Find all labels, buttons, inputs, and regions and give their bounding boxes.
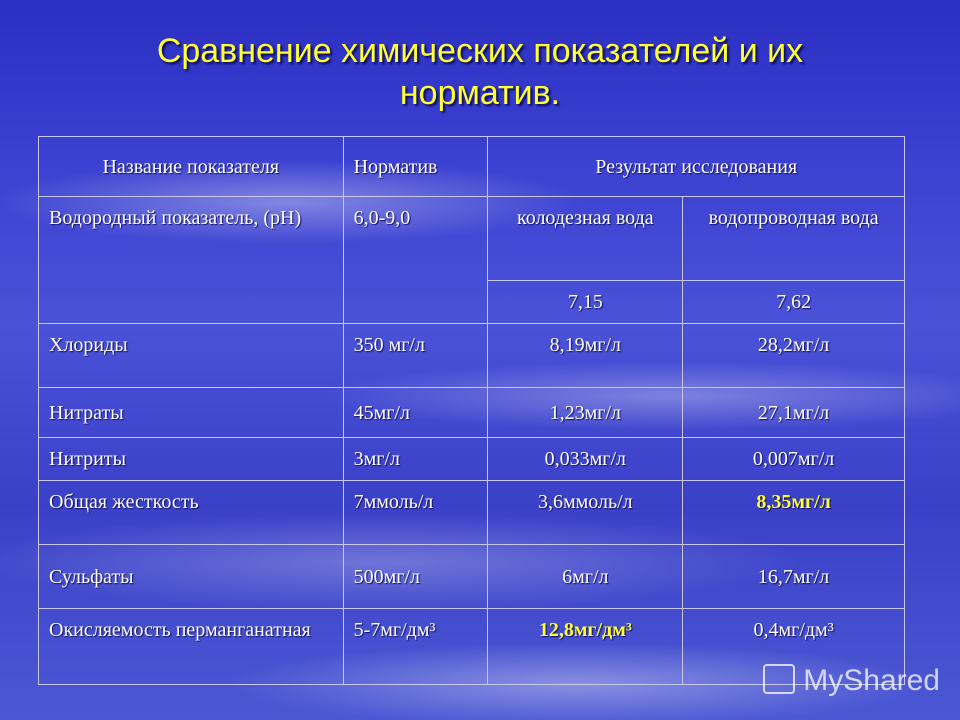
title-line-1: Сравнение химических показателей и их: [156, 32, 804, 70]
row-tap: 16,7мг/л: [683, 545, 905, 609]
table-row: [39, 545, 905, 609]
table-row: [39, 481, 905, 545]
row-tap: 27,1мг/л: [683, 388, 905, 438]
ph-name: Водородный показатель, (pH): [39, 197, 344, 324]
ph-row: [39, 197, 905, 281]
ph-tap: 7,62: [683, 281, 905, 324]
row-norm: 45мг/л: [343, 388, 488, 438]
subheader-tap: водопроводная вода: [683, 197, 905, 281]
row-tap: 0,4мг/дм³: [683, 609, 905, 685]
row-name: Нитриты: [39, 438, 344, 481]
presentation-icon: [763, 664, 795, 694]
subheader-well: колодезная вода: [488, 197, 683, 281]
watermark-text: MyShared: [803, 664, 940, 697]
row-name: Сульфаты: [39, 545, 344, 609]
row-norm: 7ммоль/л: [343, 481, 488, 545]
row-name: Хлориды: [39, 324, 344, 388]
table-row: [39, 324, 905, 388]
slide-title: [40, 30, 920, 114]
row-well: 6мг/л: [488, 545, 683, 609]
header-row: [39, 137, 905, 197]
table-row: [39, 388, 905, 438]
header-result: Результат исследования: [488, 137, 905, 197]
row-norm: 3мг/л: [343, 438, 488, 481]
header-name: Название показателя: [39, 137, 344, 197]
row-well: 1,23мг/л: [488, 388, 683, 438]
table-row: [39, 438, 905, 481]
watermark: [763, 664, 940, 698]
ph-norm: 6,0-9,0: [343, 197, 488, 324]
row-well: 3,6ммоль/л: [488, 481, 683, 545]
row-well: 0,033мг/л: [488, 438, 683, 481]
row-well-highlighted: 12,8мг/дм³: [488, 609, 683, 685]
row-norm: 350 мг/л: [343, 324, 488, 388]
row-tap: 0,007мг/л: [683, 438, 905, 481]
row-tap: 28,2мг/л: [683, 324, 905, 388]
row-norm: 500мг/л: [343, 545, 488, 609]
ph-well: 7,15: [488, 281, 683, 324]
row-name: Общая жесткость: [39, 481, 344, 545]
row-well: 8,19мг/л: [488, 324, 683, 388]
row-name: Нитраты: [39, 388, 344, 438]
row-tap-highlighted: 8,35мг/л: [683, 481, 905, 545]
header-norm: Норматив: [343, 137, 488, 197]
row-name: Окисляемость перманганатная: [39, 609, 344, 685]
row-norm: 5-7мг/дм³: [343, 609, 488, 685]
title-line-2: норматив.: [399, 74, 561, 112]
comparison-table: [38, 136, 905, 685]
